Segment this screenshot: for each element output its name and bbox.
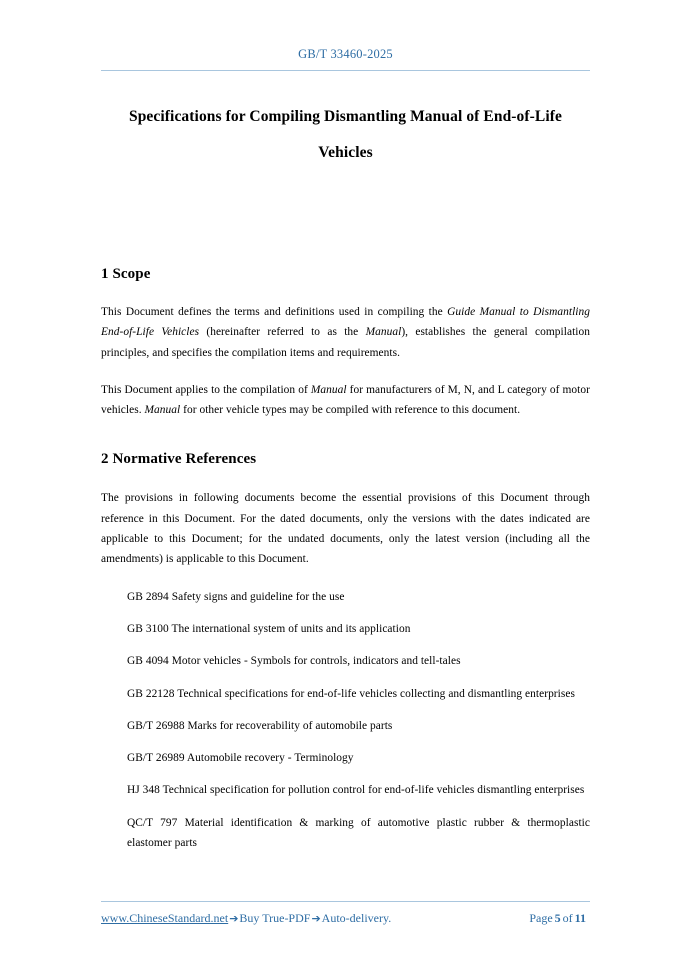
emphasised-text: Guide Manual to Dismantling End-of-Life Vehicles (101, 306, 590, 339)
footer-row (101, 911, 590, 926)
header-divider (101, 70, 590, 71)
section-heading-scope: 1 Scope (101, 266, 151, 282)
emphasised-text: Manual (144, 404, 181, 417)
reference-item: GB/T 26989 Automobile recovery - Terminology (127, 752, 354, 765)
page-label: Page (529, 911, 553, 925)
scope-paragraph-1 (101, 302, 590, 363)
page-number-indicator (529, 911, 590, 926)
text-run: The provisions in following documents become the essential provisions of this Document through reference in this Document. For the dated documents, only the versions with the dates indicated are applicable to this Document; for the undated documents, only the latest version (including all the amendments) is applicable to this Document. (101, 492, 590, 566)
text-run: (hereinafter referred to as the (199, 326, 366, 339)
page-current-number: 5 (554, 911, 561, 925)
reference-item: GB 2894 Safety signs and guideline for the use (127, 590, 345, 603)
reference-item: HJ 348 Technical specification for pollution control for end-of-life vehicles dismantling enterprises (127, 784, 585, 797)
normative-references-paragraph (101, 488, 590, 569)
footer-promo-buy-text: Buy True-PDF (239, 911, 311, 925)
reference-item: GB 3100 The international system of units and its application (127, 622, 411, 635)
page-footer (101, 901, 590, 926)
reference-item: GB 22128 Technical specifications for end-of-life vehicles collecting and dismantling enterprises (127, 687, 575, 700)
text-run: This Document applies to the compilation of (101, 383, 311, 396)
scope-paragraph-2 (101, 380, 590, 421)
reference-item: GB/T 26988 Marks for recoverability of automobile parts (127, 719, 393, 732)
page-of-label: of (562, 911, 573, 925)
text-run: for manufacturers of M, N, and L category of motor vehicles. (101, 383, 590, 417)
text-run: ), establishes the general compilation principles, and specifies the compilation items and requirements. (101, 326, 590, 359)
text-run: for other vehicle types may be compiled with reference to this document. (180, 404, 521, 417)
text-run: This Document defines the terms and definitions used in compiling the (101, 306, 448, 318)
page-total-number: 11 (574, 911, 586, 925)
section-heading-normative-references: 2 Normative References (101, 451, 257, 468)
arrow-right-icon: ➔ (311, 912, 321, 925)
page-content (101, 99, 590, 853)
footer-promo-delivery-text: Auto-delivery. (321, 911, 392, 925)
header-standard-number: GB/T 33460-2025 (298, 47, 393, 61)
emphasised-text: Manual (365, 326, 402, 339)
emphasised-text: Manual (310, 383, 347, 396)
reference-item: QC/T 797 Material identification & marking of automotive plastic rubber & thermoplastic elastomer parts (127, 816, 590, 850)
footer-promo (101, 911, 391, 926)
footer-divider (101, 901, 590, 902)
document-title: Specifications for Compiling Dismantling Manual of End-of-Life Vehicles (128, 108, 563, 161)
reference-item: GB 4094 Motor vehicles - Symbols for controls, indicators and tell-tales (127, 655, 461, 668)
normative-reference-list (101, 587, 590, 854)
page-header (101, 46, 590, 71)
arrow-right-icon: ➔ (229, 912, 239, 925)
footer-website-link[interactable]: www.ChineseStandard.net (101, 911, 229, 925)
